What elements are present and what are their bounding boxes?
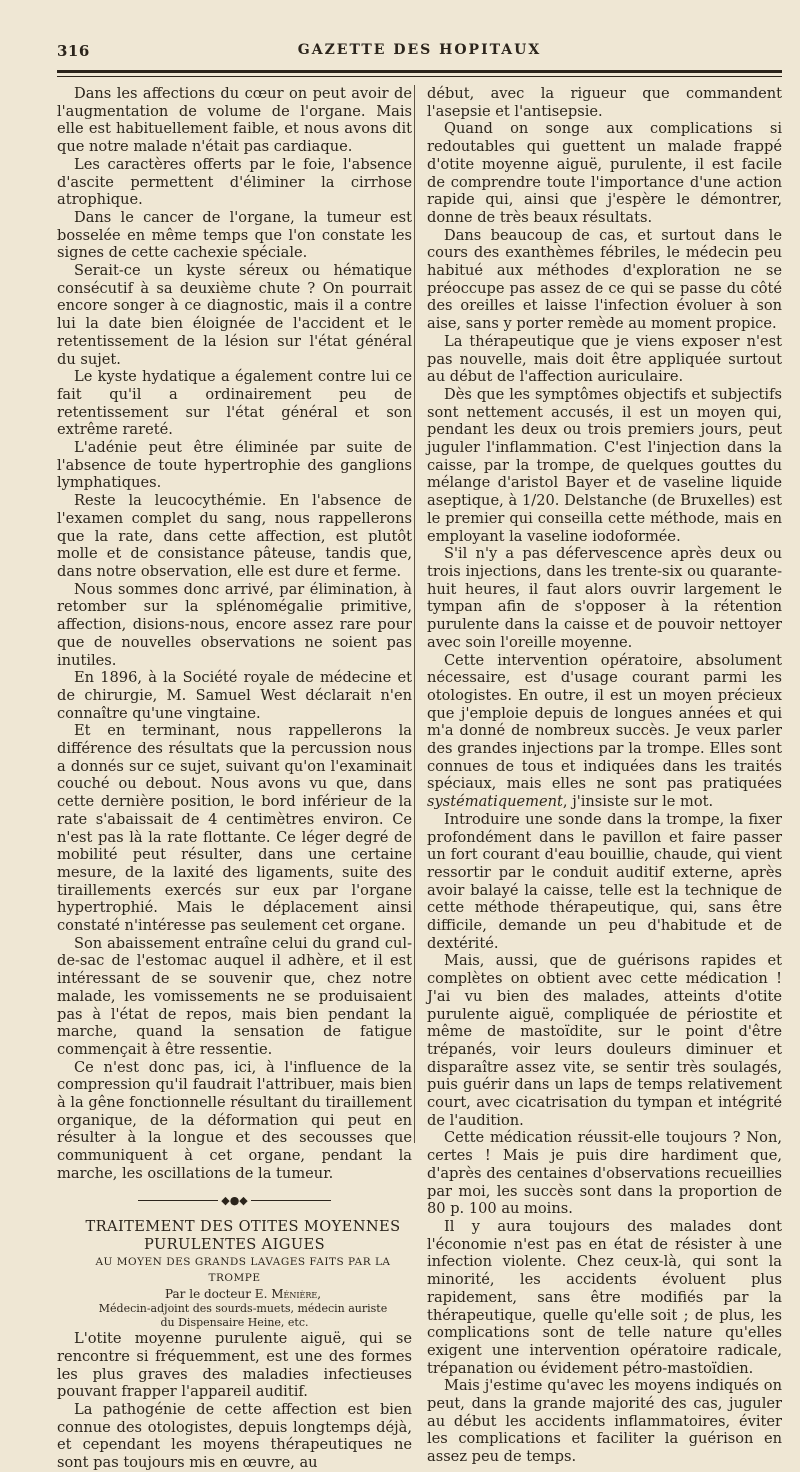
paragraph-text: Cette intervention opératoire, absolument nécessaire, est d'usage courant parmi les otologistes. En outre, il est un moyen précieux que j'emploie depuis de longues années et qui m'a donné de nombreux succès. Je veux parler des grandes injections par la trompe. Elles sont connues de tous et indiquées dans les traités spéciaux, mais elles ne sont pas pratiquées xyxy=(427,651,782,793)
page-number: 316 xyxy=(57,42,90,60)
page-header xyxy=(57,40,782,66)
credentials-line-1: Médecin-adjoint des sourds-muets, médecin auriste xyxy=(98,1302,388,1316)
ornament-diamond-icon: ◆●◆ xyxy=(221,1194,248,1208)
paragraph: Ce n'est donc pas, ici, à l'influence de la compression qu'il faudrait l'attribuer, mais bien à la gêne fonctionnelle résultant du tiraillement organique, de la déformation qui peut en résulter à la longue et des secousses que communiquent à cet organe, pendant la marche, les oscillations de la tumeur. xyxy=(57,1058,412,1182)
article-author xyxy=(57,1286,412,1302)
paragraph: Reste la leucocythémie. En l'absence de l'examen complet du sang, nous rappellerons que la rate, dans cette affection, est plutôt molle et de consistance pâteuse, tandis que, dans notre observation, elle est dure et ferme. xyxy=(57,492,412,580)
paragraph: Quand on songe aux complications si redoutables qui guettent un malade frappé d'otite moyenne aiguë, purulente, il est facile de comprendre toute l'importance d'une action rapide qui, ainsi que j'espère le démontrer, donne de très beaux résultats. xyxy=(427,120,782,226)
column-divider xyxy=(414,85,415,1143)
article-subtitle: AU MOYEN DES GRANDS LAVAGES FAITS PAR LA TROMPE xyxy=(95,1256,391,1285)
paragraph: Et en terminant, nous rappellerons la différence des résultats que la percussion nous a donnés sur ce sujet, suivant qu'on l'examinait couché ou debout. Nous avons vu que, dans cette dernière position, le bord inférieur de la rate s'abaissait de 4 centimètres environ. Ce n'est pas là la rate flottante. Ce léger degré de mobilité peut résulter, dans une certaine mesure, de la laxité des ligaments, suite des tiraillements exercés sur eux par l'organe hypertrophié. Mais le déplacement ainsi constaté n'intéresse pas seulement cet organe. xyxy=(57,722,412,935)
left-column xyxy=(57,85,412,1472)
paragraph: Mais j'estime qu'avec les moyens indiqués on peut, dans la grande majorité des cas, juguler au début les accidents inflammatoires, éviter les complications et faciliter la guérison en assez peu de temps. xyxy=(427,1377,782,1466)
paragraph: La pathogénie de cette affection est bien connue des otologistes, depuis longtemps déjà, et cependant les moyens thérapeutiques ne sont pas toujours mis en œuvre, au xyxy=(57,1400,412,1472)
paragraph: Son abaissement entraîne celui du grand cul-de-sac de l'estomac auquel il adhère, et il est intéressant de se souvenir que, chez notre malade, les vomissements ne se produisaient pas à l'état de repos, mais bien pendant la marche, quand la sensation de fatigue commençait à être ressentie. xyxy=(57,934,412,1058)
paragraph: Mais, aussi, que de guérisons rapides et complètes on obtient avec cette médication ! J'ai vu bien des malades, atteints d'otite purulente aiguë, compliquée de périostite et même de mastoïdite, sur le point d'être trépanés, voir leurs douleurs diminuer et disparaître assez vite, se sentir très soulagés, puis guérir dans un laps de temps relativement court, avec cicatrisation du tympan et intégrité de l'audition. xyxy=(427,952,782,1129)
running-title: GAZETTE DES HOPITAUX xyxy=(297,42,542,58)
emphasized-word: systématiquement xyxy=(427,793,563,811)
paragraph: Le kyste hydatique a également contre lui ce fait qu'il a ordinairement peu de retentissement sur l'état général et son extrême rareté. xyxy=(57,368,412,439)
section-ornament xyxy=(57,1195,412,1207)
paragraph: Serait-ce un kyste séreux ou hématique consécutif à sa deuxième chute ? On pourrait encore songer à ce diagnostic, mais il a contre lui la date bien éloignée de l'accident et le retentissement de la lésion sur l'état général du sujet. xyxy=(57,262,412,368)
header-rule-thin xyxy=(57,76,782,77)
paragraph-text: , j'insiste sur le mot. xyxy=(562,793,714,811)
author-prefix: Par le docteur E. xyxy=(164,1287,272,1302)
author-credentials xyxy=(57,1302,412,1330)
paragraph: En 1896, à la Société royale de médecine et de chirurgie, M. Samuel West déclarait n'en connaître qu'une vingtaine. xyxy=(57,669,412,722)
article-title: TRAITEMENT DES OTITES MOYENNES PURULENTES AIGUES xyxy=(85,1218,401,1254)
paragraph: Dans les affections du cœur on peut avoir de l'augmentation de volume de l'organe. Mais elle est habituellement faible, et nous avons dit que notre malade n'était pas cardiaque. xyxy=(57,85,412,156)
paragraph: Il y aura toujours des malades dont l'économie n'est pas en état de résister à une infection violente. Chez ceux-là, qui sont la minorité, les accidents évoluent plus rapidement, sans être modifiés par la thérapeutique, quelle qu'elle soit ; de plus, les complications sont de telle nature qu'elles exigent une intervention opératoire radicale, trépanation ou évidement pétro-mastoïdien. xyxy=(427,1218,782,1377)
paragraph: La thérapeutique que je viens exposer n'est pas nouvelle, mais doit être appliquée surtout au début de l'affection auriculaire. xyxy=(427,332,782,386)
paragraph: Nous sommes donc arrivé, par élimination, à retomber sur la splénomégalie primitive, affection, disions-nous, encore assez rare pour que de nouvelles observations ne soient pas inutiles. xyxy=(57,580,412,669)
paragraph: Cette médication réussit-elle toujours ? Non, certes ! Mais je puis dire hardiment que, d'après des centaines d'observations recueillies par moi, les succès sont dans la proportion de 80 p. 100 au moins. xyxy=(427,1129,782,1218)
paragraph xyxy=(427,652,782,811)
right-column xyxy=(427,85,782,1466)
paragraph: Introduire une sonde dans la trompe, la fixer profondément dans le pavillon et faire passer un fort courant d'eau bouillie, chaude, qui vient ressortir par le conduit auditif externe, après avoir balayé la caisse, telle est la technique de cette méthode thérapeutique, qui, sans être difficile, demande un peu d'habitude et de dextérité. xyxy=(427,810,782,952)
paragraph: Les caractères offerts par le foie, l'absence d'ascite permettent d'éliminer la cirrhose atrophique. xyxy=(57,155,412,209)
header-rule-thick xyxy=(57,70,782,73)
credentials-line-2: du Dispensaire Heine, etc. xyxy=(160,1316,309,1330)
paragraph: L'adénie peut être éliminée par suite de l'absence de toute hypertrophie des ganglions lymphatiques. xyxy=(57,439,412,492)
paragraph-continuation: début, avec la rigueur que commandent l'asepsie et l'antisepsie. xyxy=(427,85,782,120)
paragraph: Dès que les symptômes objectifs et subjectifs sont nettement accusés, il est un moyen qui, pendant les deux ou trois premiers jours, peut juguler l'inflammation. C'est l'injection dans la caisse, par la trompe, de quelques gouttes du mélange d'aristol Bayer et de vaseline liquide aseptique, à 1/20. Delstanche (de Bruxelles) est le premier qui conseilla cette méthode, mais en employant la vaseline iodoformée. xyxy=(427,385,782,545)
ornament-line-right xyxy=(251,1200,331,1201)
author-name: Ménière, xyxy=(271,1287,322,1302)
paragraph: L'otite moyenne purulente aiguë, qui se rencontre si fréquemment, est une des formes les plus graves des maladies infectieuses pouvant frapper l'appareil auditif. xyxy=(57,1330,412,1401)
paragraph: Dans beaucoup de cas, et surtout dans le cours des exanthèmes fébriles, le médecin peu habitué aux méthodes d'exploration ne se préoccupe pas assez de ce qui se passe du côté des oreilles et laisse l'infection évoluer à son aise, sans y porter remède au moment propice. xyxy=(427,226,782,333)
paragraph: S'il n'y a pas défervescence après deux ou trois injections, dans les trente-six ou quarante-huit heures, il faut alors ouvrir largement le tympan afin de s'opposer à la rétention purulente dans la caisse et de pouvoir nettoyer avec soin l'oreille moyenne. xyxy=(427,545,782,651)
paragraph: Dans le cancer de l'organe, la tumeur est bosselée en même temps que l'on constate les signes de cette cachexie spéciale. xyxy=(57,208,412,262)
ornament-line-left xyxy=(138,1200,218,1201)
